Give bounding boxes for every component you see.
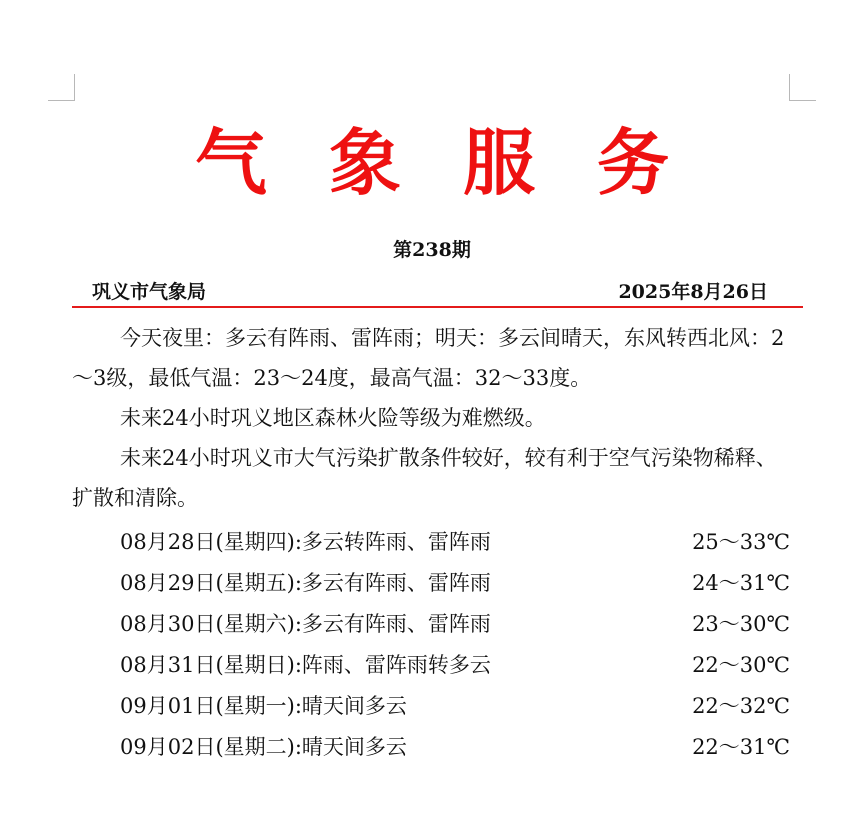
multi-day-forecast	[120, 522, 790, 768]
forecast-day-weather: 08月28日(星期四):多云转阵雨、雷阵雨	[120, 530, 491, 554]
forecast-day-weather: 08月29日(星期五):多云有阵雨、雷阵雨	[120, 571, 491, 595]
issue-date: 2025年8月26日	[618, 281, 768, 303]
forecast-temperature: 25～33℃	[692, 530, 790, 554]
forecast-temperature: 22～32℃	[692, 694, 790, 718]
forecast-row	[120, 727, 790, 768]
forecast-temperature: 22～30℃	[692, 653, 790, 677]
forecast-row	[120, 563, 790, 604]
forecast-summary	[72, 318, 792, 518]
weather-paragraph: 今天夜里：多云有阵雨、雷阵雨；明天：多云间晴天，东风转西北风：2～3级，最低气温：23～24度，最高气温：32～33度。	[72, 326, 785, 390]
issuing-organization: 巩义市气象局	[92, 281, 207, 303]
forecast-day-weather: 08月30日(星期六):多云有阵雨、雷阵雨	[120, 612, 491, 636]
forecast-temperature: 23～30℃	[692, 612, 790, 636]
forecast-row	[120, 604, 790, 645]
fire-risk-paragraph: 未来24小时巩义地区森林火险等级为难燃级。	[120, 406, 546, 430]
forecast-temperature: 24～31℃	[692, 571, 790, 595]
page-corner-mark-right	[789, 74, 816, 101]
air-quality-paragraph: 未来24小时巩义市大气污染扩散条件较好，较有利于空气污染物稀释、扩散和清除。	[72, 446, 777, 510]
document-title: 气象服务	[194, 121, 731, 205]
forecast-row	[120, 645, 790, 686]
forecast-temperature: 22～31℃	[692, 735, 790, 759]
issue-number: 第238期	[393, 239, 471, 261]
forecast-day-weather: 08月31日(星期日):阵雨、雷阵雨转多云	[120, 653, 491, 677]
forecast-day-weather: 09月01日(星期一):晴天间多云	[120, 694, 407, 718]
header-divider	[72, 306, 803, 308]
forecast-row	[120, 686, 790, 727]
forecast-row	[120, 522, 790, 563]
forecast-day-weather: 09月02日(星期二):晴天间多云	[120, 735, 407, 759]
page-corner-mark-left	[48, 74, 75, 101]
